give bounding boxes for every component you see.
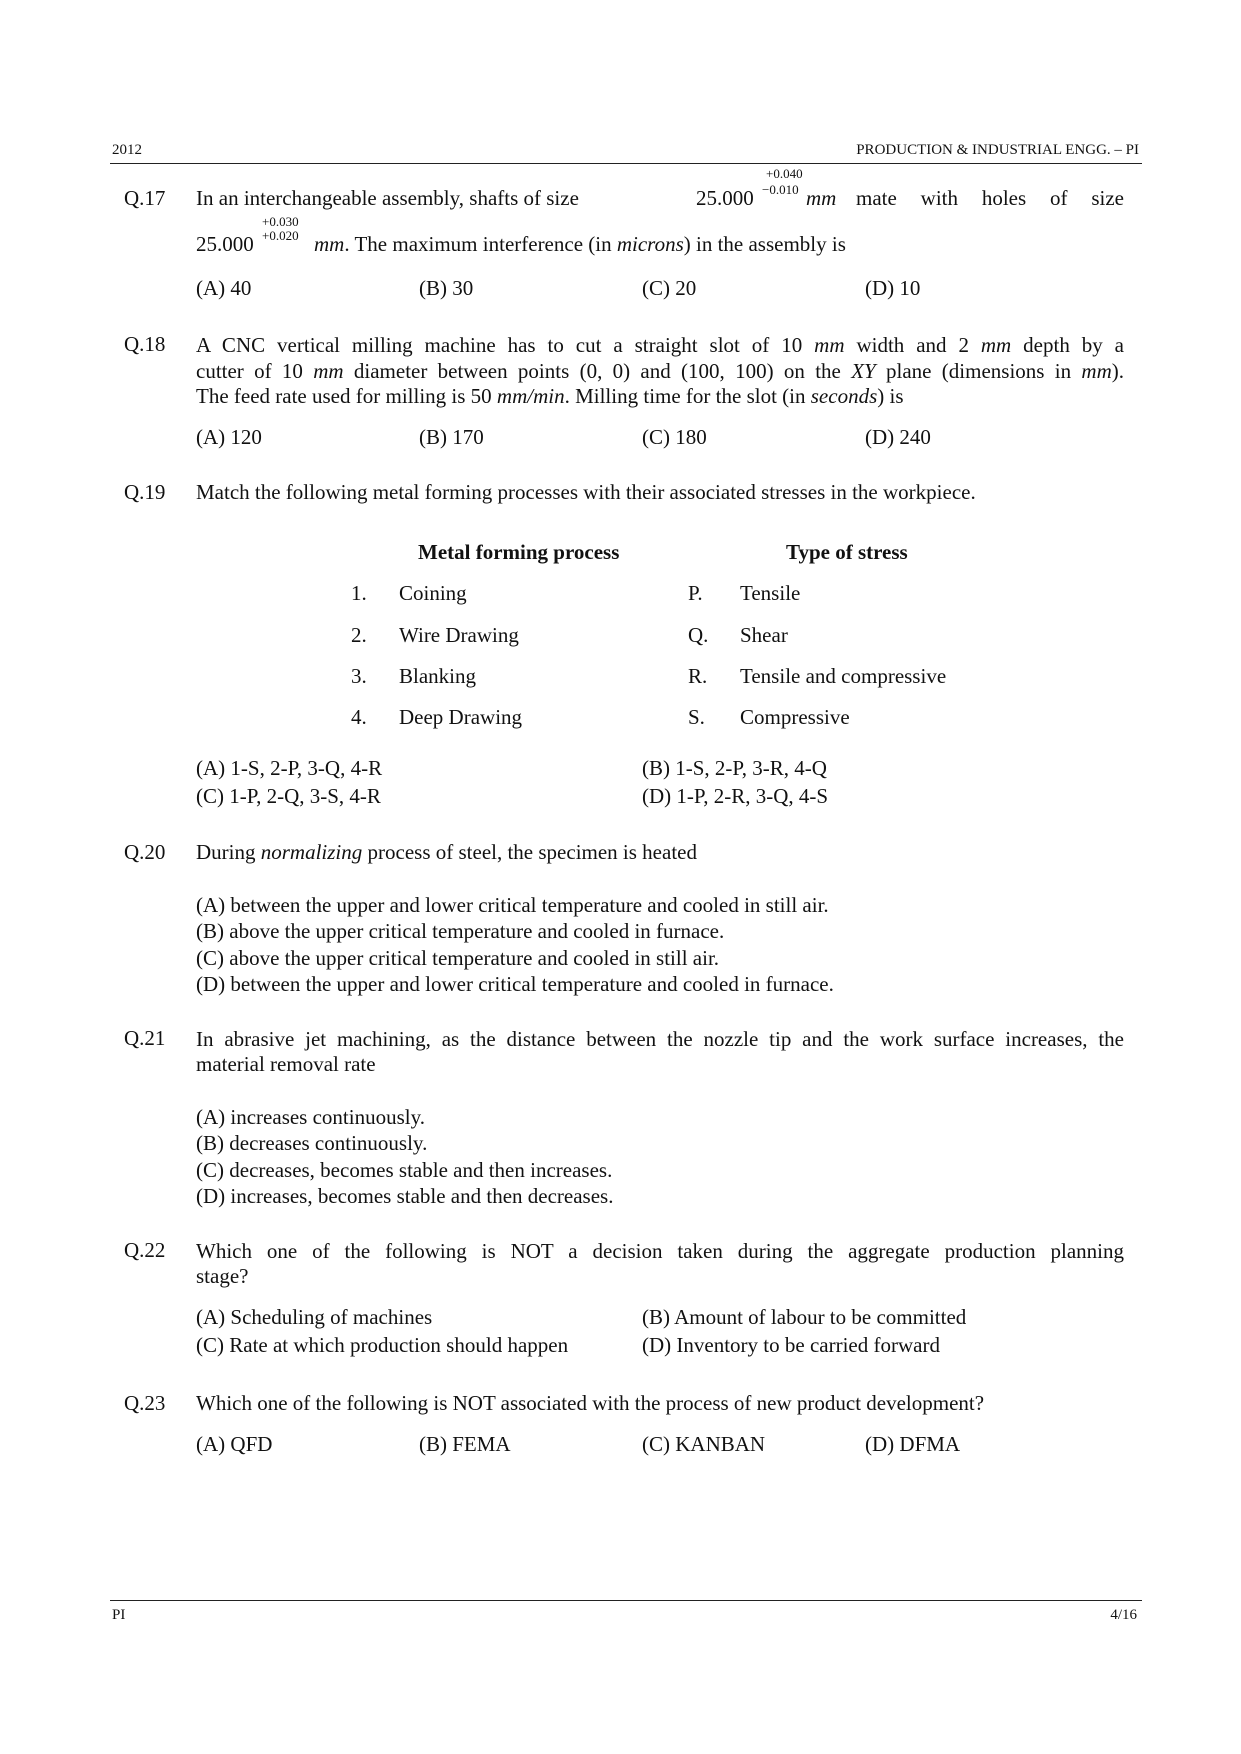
option-b: (B) decreases continuously. <box>196 1131 428 1155</box>
question-20-text: During normalizing process of steel, the specimen is heated <box>196 840 697 864</box>
question-number: Q.19 <box>124 480 166 504</box>
match-right-label: Shear <box>740 623 788 647</box>
footer-code: PI <box>112 1607 126 1623</box>
paper-title: PRODUCTION & INDUSTRIAL ENGG. – PI <box>856 142 1139 158</box>
question-number: Q.20 <box>124 840 166 864</box>
question-21-line1: In abrasive jet machining, as the distance between the nozzle tip and the work surface increases, the <box>196 1027 1124 1051</box>
option-b: (B) Amount of labour to be committed <box>642 1305 967 1329</box>
match-left-label: Blanking <box>399 664 476 688</box>
question-18-line1: A CNC vertical milling machine has to cut a straight slot of 10 mm width and 2 mm depth by a <box>196 333 1124 357</box>
option-a: (A) increases continuously. <box>196 1105 425 1129</box>
option-d: (D) 240 <box>865 425 931 449</box>
match-left-number: 2. <box>351 623 367 647</box>
option-a: (A) between the upper and lower critical temperature and cooled in still air. <box>196 893 829 917</box>
option-a: (A) 40 <box>196 276 252 300</box>
match-right-label: Tensile <box>740 581 801 605</box>
question-number: Q.23 <box>124 1391 166 1415</box>
option-d: (D) increases, becomes stable and then decreases. <box>196 1184 614 1208</box>
question-21-line2: material removal rate <box>196 1052 376 1076</box>
option-b: (B) 30 <box>419 276 474 300</box>
question-23-text: Which one of the following is NOT associated with the process of new product development? <box>196 1391 985 1415</box>
match-left-label: Deep Drawing <box>399 705 523 729</box>
question-22-line1: Which one of the following is NOT a decision taken during the aggregate production planning <box>196 1239 1124 1263</box>
match-column-head-process: Metal forming process <box>418 540 620 564</box>
page-number: 4/16 <box>1110 1607 1137 1623</box>
option-c: (C) 1-P, 2-Q, 3-S, 4-R <box>196 784 381 808</box>
match-left-number: 1. <box>351 581 367 605</box>
option-b: (B) 1-S, 2-P, 3-R, 4-Q <box>642 756 827 780</box>
option-c: (C) KANBAN <box>642 1432 766 1456</box>
match-left-number: 4. <box>351 705 367 729</box>
option-c: (C) decreases, becomes stable and then increases. <box>196 1158 613 1182</box>
match-column-head-stress: Type of stress <box>786 540 908 564</box>
question-18-line2: cutter of 10 mm diameter between points (0, 0) and (100, 100) on the XY plane (dimensions in mm). <box>196 359 1125 383</box>
option-c: (C) 20 <box>642 276 697 300</box>
match-right-letter: R. <box>688 664 708 688</box>
hole-size: 25.000 <box>196 232 254 256</box>
option-c: (C) 180 <box>642 425 707 449</box>
question-number: Q.17 <box>124 186 166 210</box>
question-number: Q.21 <box>124 1026 166 1050</box>
shaft-size: 25.000 +0.040 −0.010 <box>696 166 803 210</box>
question-19-text: Match the following metal forming processes with their associated stresses in the workpiece. <box>196 480 976 504</box>
option-a: (A) QFD <box>196 1432 273 1456</box>
match-right-letter: P. <box>688 581 703 605</box>
question-number: Q.22 <box>124 1238 166 1262</box>
match-right-label: Tensile and compressive <box>740 664 947 688</box>
question-18-line3: The feed rate used for milling is 50 mm/min. Milling time for the slot (in seconds) is <box>196 384 904 408</box>
match-left-label: Coining <box>399 581 467 605</box>
option-b: (B) FEMA <box>419 1432 511 1456</box>
match-left-number: 3. <box>351 664 367 688</box>
question-22-line2: stage? <box>196 1264 249 1288</box>
header-divider <box>110 163 1142 164</box>
option-c: (C) above the upper critical temperature and cooled in still air. <box>196 946 720 970</box>
option-d: (D) between the upper and lower critical temperature and cooled in furnace. <box>196 972 834 996</box>
option-c: (C) Rate at which production should happen <box>196 1333 569 1357</box>
option-d: (D) 10 <box>865 276 921 300</box>
question-number: Q.18 <box>124 332 166 356</box>
option-b: (B) 170 <box>419 425 484 449</box>
match-right-letter: Q. <box>688 623 709 647</box>
option-a: (A) 120 <box>196 425 262 449</box>
match-left-label: Wire Drawing <box>399 623 519 647</box>
option-a: (A) Scheduling of machines <box>196 1305 433 1329</box>
match-right-letter: S. <box>688 705 705 729</box>
option-b: (B) above the upper critical temperature and cooled in furnace. <box>196 919 725 943</box>
option-d: (D) 1-P, 2-R, 3-Q, 4-S <box>642 784 829 808</box>
option-d: (D) DFMA <box>865 1432 961 1456</box>
footer-divider <box>110 1600 1142 1601</box>
exam-year: 2012 <box>112 142 142 158</box>
option-d: (D) Inventory to be carried forward <box>642 1333 940 1357</box>
option-a: (A) 1-S, 2-P, 3-Q, 4-R <box>196 756 383 780</box>
match-right-label: Compressive <box>740 705 850 729</box>
